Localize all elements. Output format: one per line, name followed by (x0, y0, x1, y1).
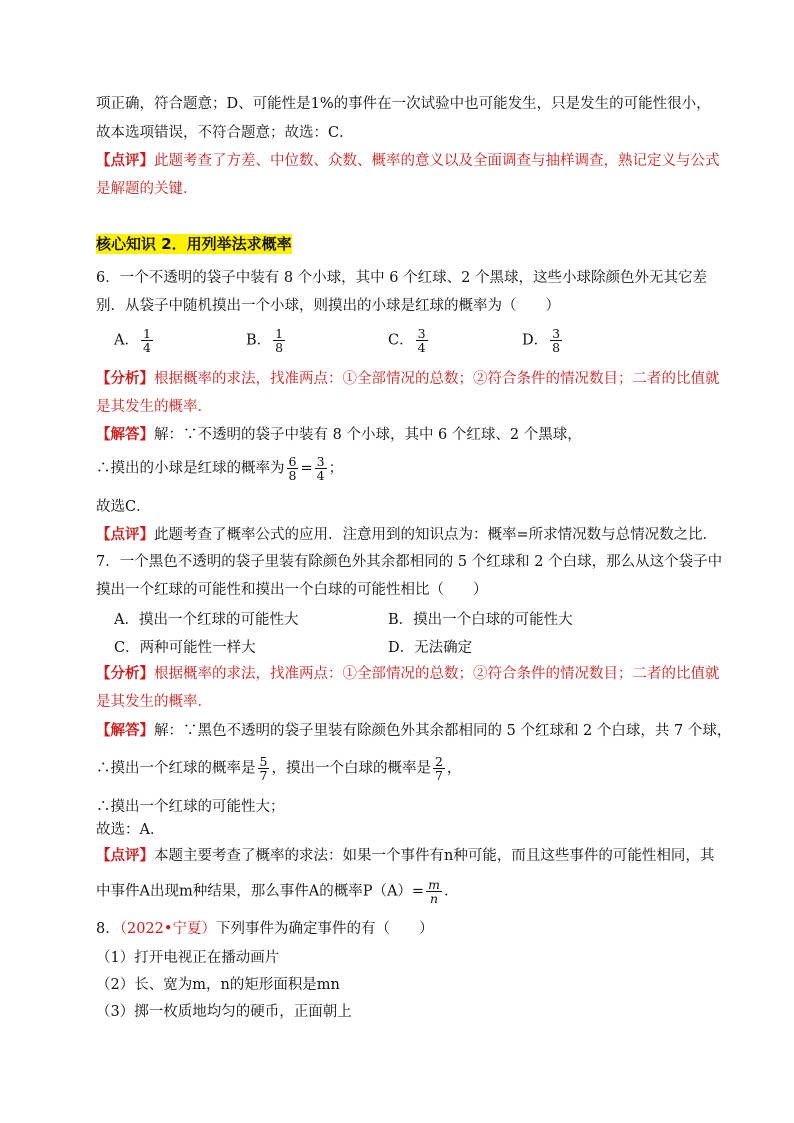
q7-stem-line-1: 7．一个黑色不透明的袋子里装有除颜色外其余都相同的 5 个红球和 2 个白球，那么从这个袋子中 (96, 554, 723, 570)
fraction: $\frac{5}{7}$ (259, 754, 268, 783)
q6-stem-line-2: 别．从袋子中随机摸出一个小球，则摸出的小球是红球的概率为（ ） (96, 298, 560, 314)
comment-text: 此题考查了方差、中位数、众数、概率的意义以及全面调查与抽样调查，熟记定义与公式 (154, 153, 720, 169)
q6-answer-line-3: 故选C． (96, 499, 151, 515)
q6-option-a: A． $\frac{1}{4}$ (114, 326, 151, 355)
q6-analysis-line-1: 【分析】根据概率的求法，找准两点：①全部情况的总数；②符合条件的情况数目；二者的比值就 (96, 370, 720, 387)
prev-comment-line-2: 是解题的关键． (96, 181, 198, 197)
fraction: $\frac{m}{n}$ (428, 877, 440, 906)
q7-analysis-line-1: 【分析】根据概率的求法，找准两点：①全部情况的总数；②符合条件的情况数目；二者的比值就 (96, 665, 720, 682)
q7-option-c: C．两种可能性一样大 (114, 640, 256, 656)
q6-comment: 【点评】此题考查了概率公式的应用．注意用到的知识点为：概率=所求情况数与总情况数之比． (96, 526, 718, 543)
q7-stem-line-2: 摸出一个红球的可能性和摸出一个白球的可能性相比（ ） (96, 582, 488, 598)
q7-answer-line-4: 故选：A． (96, 822, 165, 838)
q7-comment-line-2: 中事件A出现m种结果，那么事件A的概率P（A）= $\frac{m}{n}$ ． (96, 877, 459, 906)
q7-option-a: A．摸出一个红球的可能性大 (114, 612, 299, 628)
q7-answer-line-1: 【解答】解：∵黑色不透明的袋子里装有除颜色外其余都相同的 5 个红球和 2 个白球，共 7 个球， (96, 722, 732, 739)
q7-option-b: B．摸出一个白球的可能性大 (388, 612, 573, 628)
q8-item-3: （3）掷一枚质地均匀的硬币，正面朝上 (96, 1004, 352, 1020)
q6-answer-line-1: 【解答】解：∵不透明的袋子中装有 8 个小球，其中 6 个红球、2 个黑球， (96, 426, 582, 443)
fraction: $\frac{6}{8}$ (288, 454, 297, 483)
section-header (96, 234, 292, 255)
prev-answer-line-1: 项正确，符合题意；D、可能性是1%的事件在一次试验中也可能发生，只是发生的可能性很小， (96, 96, 711, 112)
q6-option-b: B． $\frac{1}{8}$ (246, 326, 284, 355)
fraction: $\frac{1}{4}$ (142, 326, 151, 355)
prev-answer-line-2: 故本选项错误，不符合题意；故选：C． (96, 125, 354, 141)
q7-analysis-line-2: 是其发生的概率． (96, 694, 212, 710)
fraction: $\frac{3}{8}$ (552, 326, 561, 355)
q6-option-c: C． $\frac{3}{4}$ (388, 326, 426, 355)
q6-analysis-line-2: 是其发生的概率． (96, 399, 212, 415)
q8-source: （2022•宁夏） (119, 921, 216, 937)
q6-answer-line-2: ∴摸出的小球是红球的概率为 $\frac{6}{8}$ = $\frac{3}{4}$ ； (96, 454, 344, 483)
section-title: 核心知识 2．用列举法求概率 (96, 235, 292, 253)
fraction: $\frac{3}{4}$ (417, 326, 426, 355)
q8-item-2: （2）长、宽为m，n的矩形面积是mn (96, 977, 340, 993)
q7-answer-line-3: ∴摸出一个红球的可能性大； (96, 799, 285, 815)
prev-comment-line-1 (96, 151, 720, 171)
q6-option-d: D． $\frac{3}{8}$ (522, 326, 561, 355)
q6-options (0, 327, 794, 357)
fraction: $\frac{1}{8}$ (275, 326, 284, 355)
fraction: $\frac{2}{7}$ (434, 754, 443, 783)
fraction: $\frac{3}{4}$ (316, 454, 325, 483)
q6-stem-line-1: 6．一个不透明的袋子中装有 8 个小球，其中 6 个红球、2 个黑球，这些小球除颜色外无其它差 (96, 270, 707, 286)
q8-stem: 8．（2022•宁夏）下列事件为确定事件的有（ ） (96, 921, 434, 937)
q8-item-1: （1）打开电视正在播动画片 (96, 950, 280, 966)
q7-answer-line-2: ∴摸出一个红球的概率是 $\frac{5}{7}$ ，摸出一个白球的概率是 $\frac{2}{7}$ ， (96, 754, 462, 783)
q7-comment-line-1: 【点评】本题主要考查了概率的求法：如果一个事件有n种可能，而且这些事件的可能性相同，其 (96, 847, 715, 864)
comment-tag: 【点评】 (96, 152, 154, 169)
q7-option-d: D．无法确定 (388, 640, 473, 656)
